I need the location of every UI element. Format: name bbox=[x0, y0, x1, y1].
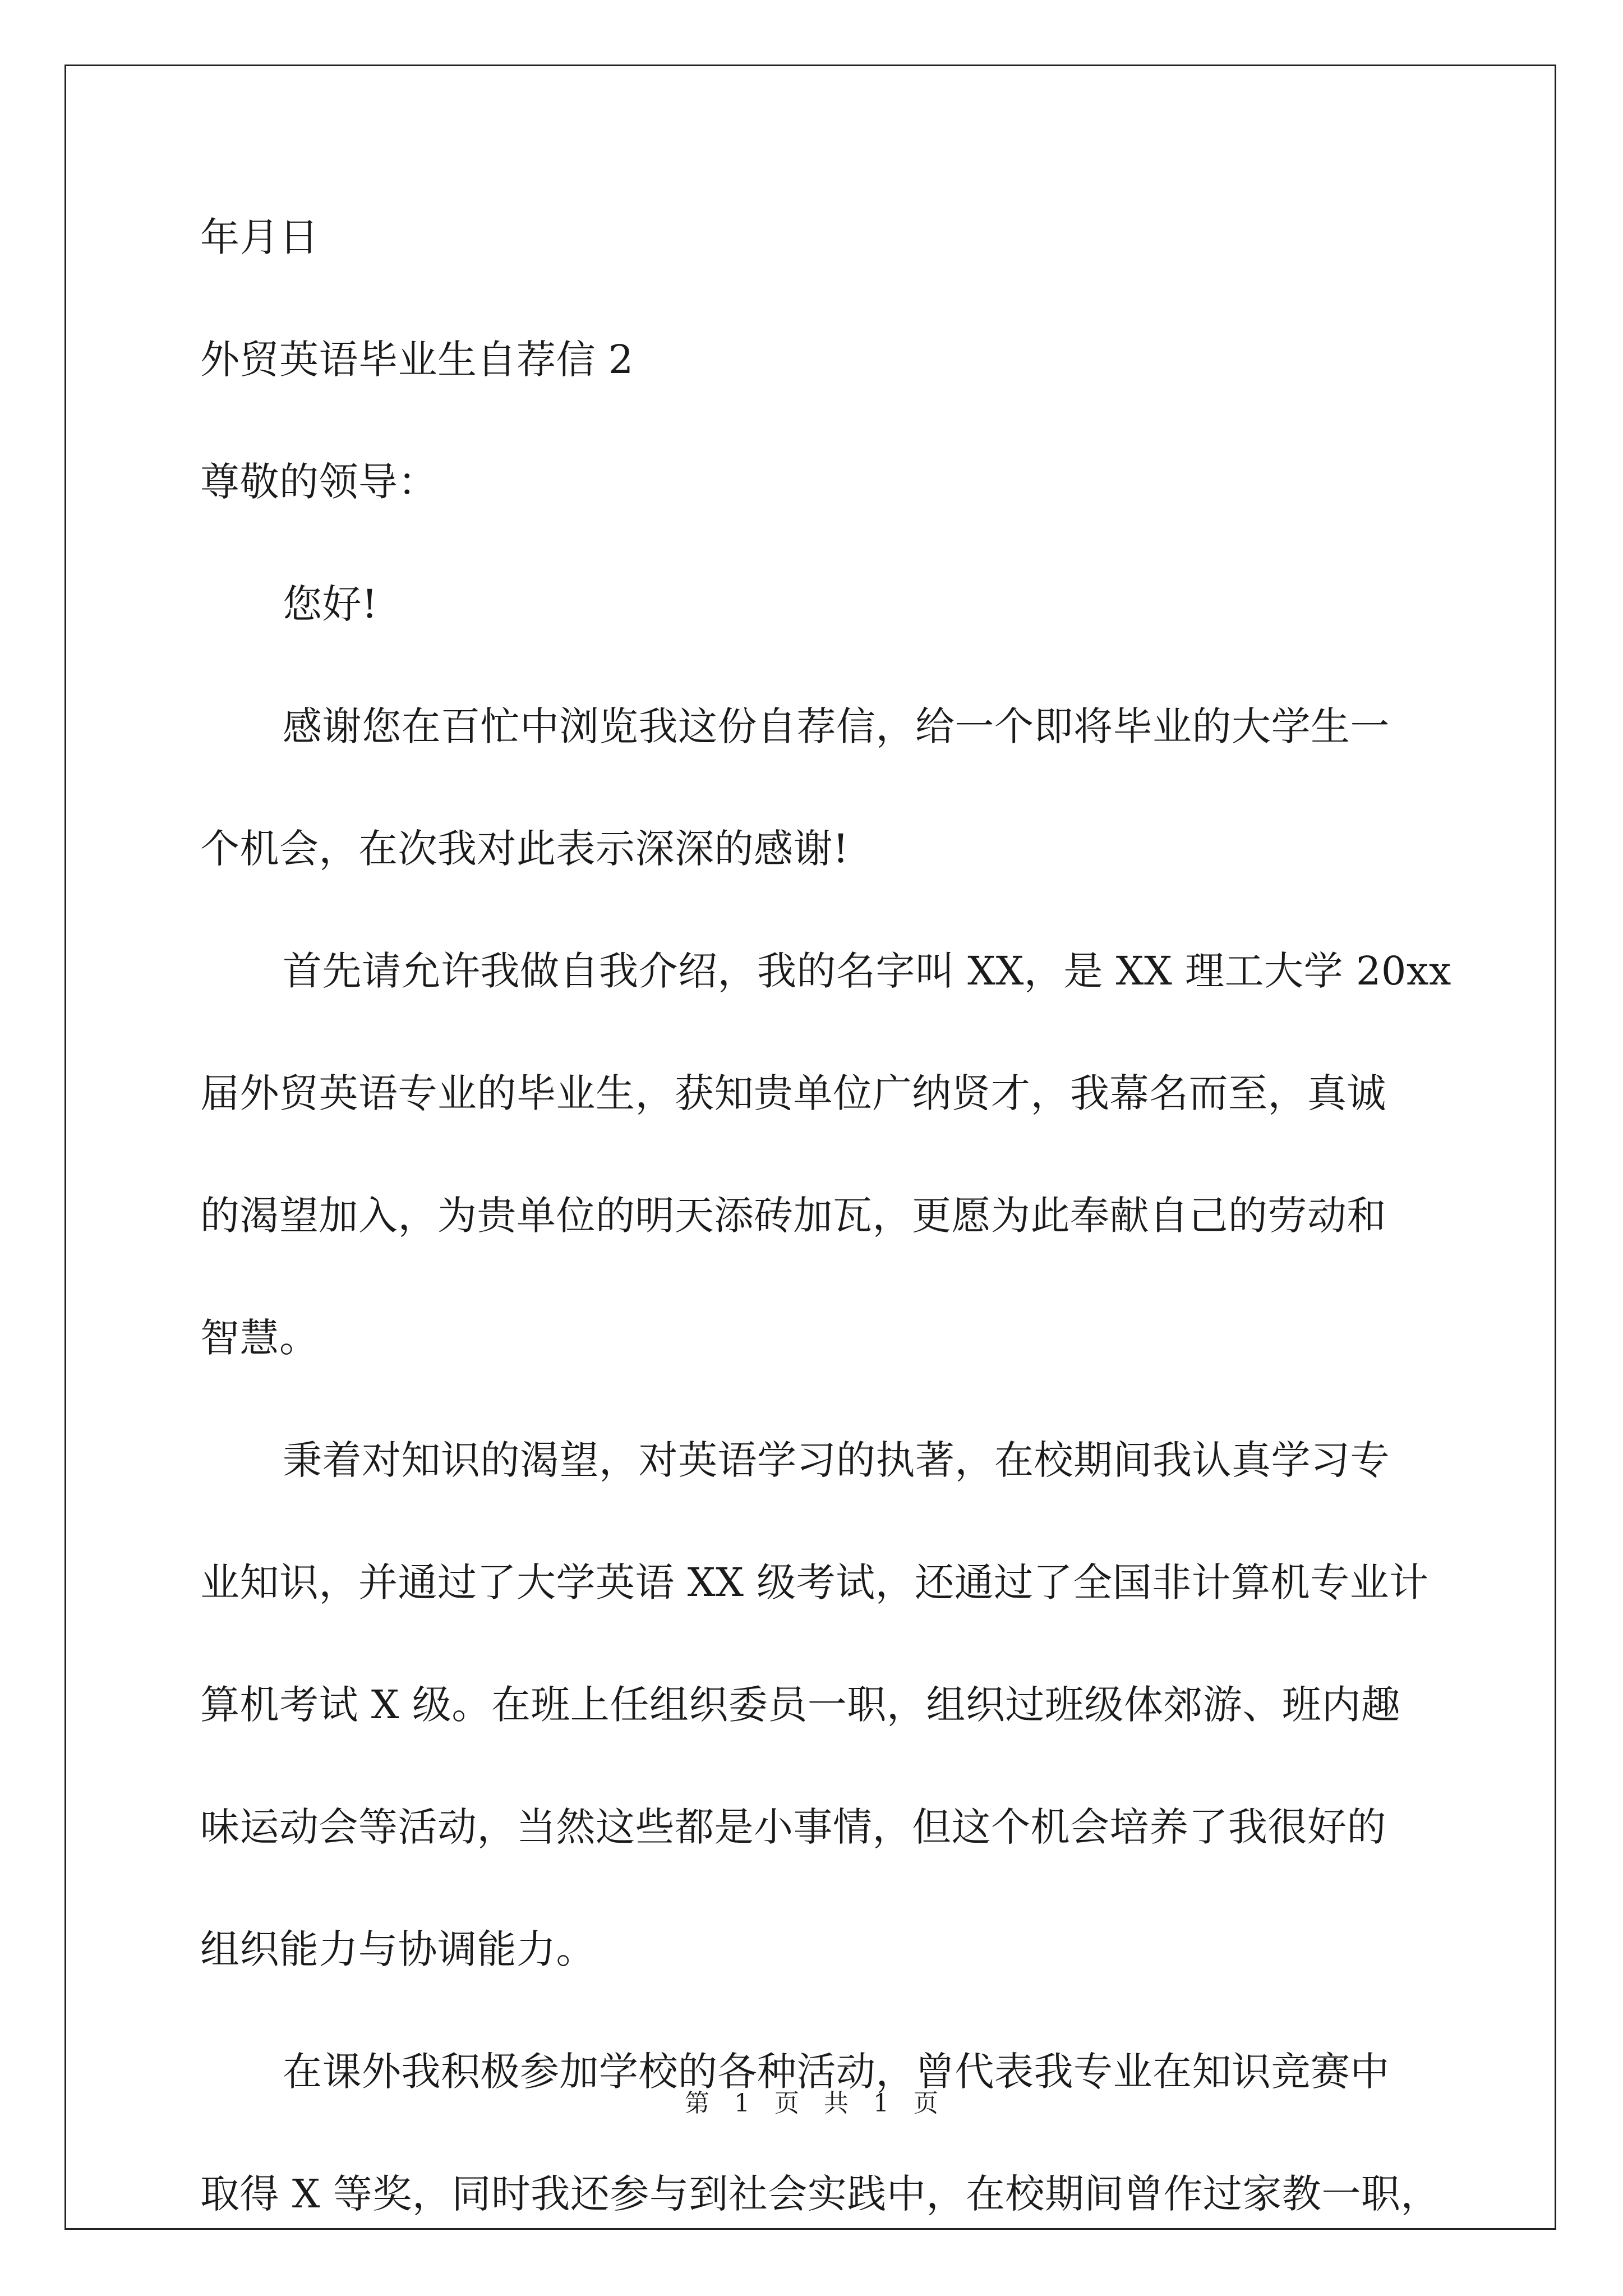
greeting: 您好! bbox=[283, 581, 378, 627]
paragraph-line: 感谢您在百忙中浏览我这份自荐信，给一个即将毕业的大学生一 bbox=[283, 703, 1390, 749]
letter-body bbox=[200, 208, 1451, 2224]
page-footer: 第 1 页 共 1 页 bbox=[685, 2089, 938, 2118]
paragraph-4 bbox=[200, 2042, 1440, 2224]
paragraph-line: 的渴望加入，为贵单位的明天添砖加瓦，更愿为此奉献自己的劳动和 bbox=[200, 1193, 1386, 1239]
paragraph-line: 智慧。 bbox=[200, 1315, 319, 1361]
paragraph-3 bbox=[200, 1430, 1434, 1979]
letter-title: 外贸英语毕业生自荐信 2 bbox=[200, 337, 634, 383]
date-line: 年月日 bbox=[200, 214, 319, 260]
paragraph-line: 首先请允许我做自我介绍，我的名字叫 XX，是 XX 理工大学 20xx bbox=[283, 948, 1451, 994]
paragraph-2 bbox=[200, 941, 1451, 1368]
salutation: 尊敬的领导： bbox=[200, 459, 437, 505]
paragraph-line: 届外贸英语专业的毕业生，获知贵单位广纳贤才，我幕名而至，真诚 bbox=[200, 1070, 1386, 1116]
paragraph-line: 在课外我积极参加学校的各种活动，曾代表我专业在知识竞赛中 bbox=[283, 2049, 1390, 2095]
paragraph-line: 算机考试 X 级。在班上任组织委员一职，组织过班级体郊游、班内趣 bbox=[200, 1682, 1401, 1728]
paragraph-line: 业知识，并通过了大学英语 XX 级考试，还通过了全国非计算机专业计 bbox=[200, 1559, 1429, 1605]
paragraph-line: 个机会，在次我对此表示深深的感谢! bbox=[200, 826, 849, 872]
paragraph-line: 组织能力与协调能力。 bbox=[200, 1926, 596, 1972]
paragraph-1 bbox=[200, 697, 1434, 878]
paragraph-line: 味运动会等活动，当然这些都是小事情，但这个机会培养了我很好的 bbox=[200, 1804, 1386, 1850]
paragraph-line: 秉着对知识的渴望，对英语学习的执著，在校期间我认真学习专 bbox=[283, 1437, 1390, 1483]
paragraph-line: 取得 X 等奖，同时我还参与到社会实践中，在校期间曾作过家教一职， bbox=[200, 2171, 1440, 2217]
